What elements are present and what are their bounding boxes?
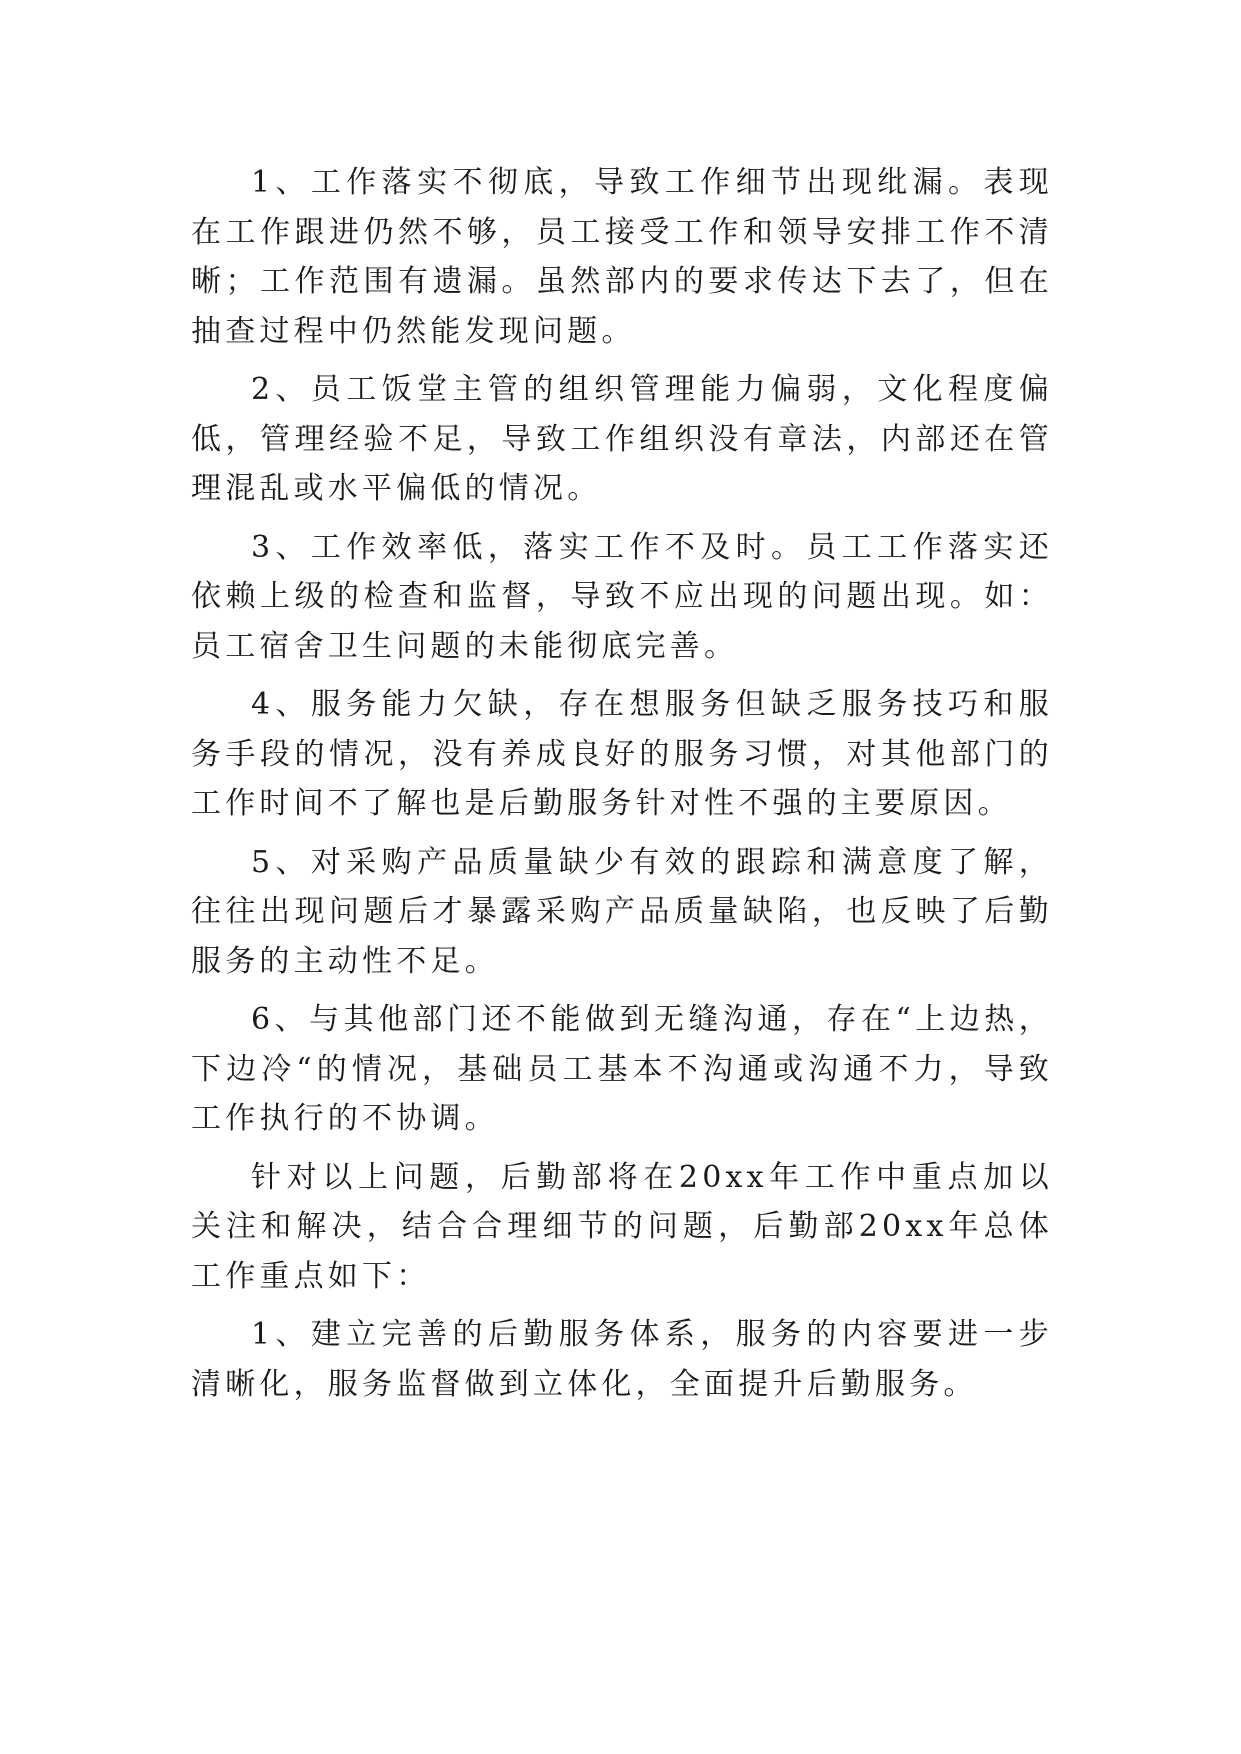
document-body (191, 158, 1053, 1418)
paragraph-plan-1: 1、建立完善的后勤服务体系，服务的内容要进一步清晰化，服务监督做到立体化，全面提升后勤服务。 (191, 1317, 1053, 1402)
paragraph-problem-4: 4、服务能力欠缺，存在想服务但缺乏服务技巧和服务手段的情况，没有养成良好的服务习惯，对其他部门的工作时间不了解也是后勤服务针对性不强的主要原因。 (191, 687, 1053, 821)
paragraph-problem-1: 1、工作落实不彻底，导致工作细节出现纰漏。表现在工作跟进仍然不够，员工接受工作和领导安排工作不清晰；工作范围有遗漏。虽然部内的要求传达下去了，但在抽查过程中仍然能发现问题。 (191, 165, 1053, 349)
paragraph-problem-6: 6、与其他部门还不能做到无缝沟通，存在“上边热，下边冷“的情况，基础员工基本不沟通或沟通不力，导致工作执行的不协调。 (191, 1002, 1053, 1136)
paragraph-problem-2: 2、员工饭堂主管的组织管理能力偏弱，文化程度偏低，管理经验不足，导致工作组织没有章法，内部还在管理混乱或水平偏低的情况。 (191, 372, 1053, 506)
paragraph-problem-3: 3、工作效率低，落实工作不及时。员工工作落实还依赖上级的检查和监督，导致不应出现的问题出现。如：员工宿舍卫生问题的未能彻底完善。 (191, 529, 1053, 664)
paragraph-summary: 针对以上问题，后勤部将在20xx年工作中重点加以关注和解决，结合合理细节的问题，后勤部20xx年总体工作重点如下： (191, 1159, 1053, 1294)
paragraph-problem-5: 5、对采购产品质量缺少有效的跟踪和满意度了解，往往出现问题后才暴露采购产品质量缺陷，也反映了后勤服务的主动性不足。 (191, 844, 1053, 979)
